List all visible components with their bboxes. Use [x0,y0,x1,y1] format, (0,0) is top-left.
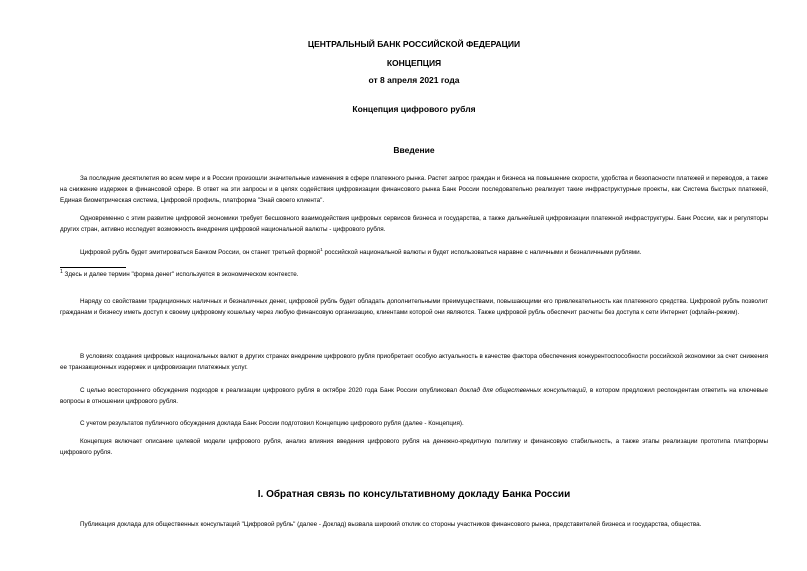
intro-paragraph-3-text-b: российской национальной валюты и будет использоваться наравне с наличными и безналичными рублями. [322,249,642,256]
footnote-mark: 1 [60,268,63,275]
section-1-heading: I. Обратная связь по консультативному докладу Банка России [257,489,571,500]
document-title: Концепция цифрового рубля [352,104,476,114]
consultation-report-link[interactable]: доклад для общественных консультаций [459,387,586,394]
intro-heading: Введение [393,145,435,155]
intro-paragraph-5: В условиях создания цифровых национальных валют в других странах внедрение цифрового рубля приобретает особую актуальность в качестве фактора обеспечения конкурентоспособности российской экономики за счет снижения ее транзакционных издержек и цифровизации платежных услуг. [60,353,768,371]
issuer-title: ЦЕНТРАЛЬНЫЙ БАНК РОССИЙСКОЙ ФЕДЕРАЦИИ [307,39,521,49]
intro-paragraph-6-text-b: , в котором предложил респондентам ответить на ключевые вопросы в отношении цифрового рубля. [60,387,768,405]
intro-paragraph-8: Концепция включает описание целевой модели цифрового рубля, анализ влияния введения цифрового рубля на денежно-кредитную политику и финансовую стабильность, а также этапы реализации прототипа платформы цифрового рубля. [60,438,768,456]
intro-paragraph-4: Наряду со свойствами традиционных наличных и безналичных денег, цифровой рубль будет обладать дополнительными преимуществами, повышающими его привлекательность как платежного средства. Цифровой рубль позволит гражданам и бизнесу иметь доступ к своему цифровому кошельку через любую финансовую организацию, клиентами которой они являются. Также цифровой рубль обеспечит расчеты без доступа к сети Интернет (офлайн-режим). [60,298,768,316]
document-type: КОНЦЕПЦИЯ [386,58,442,68]
section-1-paragraph-1: Публикация доклада для общественных консультаций "Цифровой рубль" (далее - Доклад) вызвала широкий отклик со стороны участников финансового рынка, представителей бизнеса и государства, общества. [80,521,702,528]
intro-paragraph-2: Одновременно с этим развитие цифровой экономики требует бесшовного взаимодействия цифровых сервисов бизнеса и государства, а также дальнейшей цифровизации платежной инфраструктуры. Банк России, как и регуляторы других стран, активно исследует возможность внедрения цифровой национальной валюты - цифрового рубля. [60,215,768,233]
footnote-reference[interactable]: 1 [320,246,323,252]
intro-paragraph-1: За последние десятилетия во всем мире и в России произошли значительные изменения в сфере платежного рынка. Растет запрос граждан и бизнеса на повышение скорости, удобства и безопасности платежей и переводов, а также на снижение издержек в финансовой сфере. В ответ на эти запросы и в целях содействия цифровизации финансового рынка Банк России последовательно реализует такие инфраструктурные проекты, как Система быстрых платежей, Единая биометрическая система, Цифровой профиль, платформа "Знай своего клиента". [60,175,768,204]
intro-paragraph-6-text-a: С целью всестороннего обсуждения подходов к реализации цифрового рубля в октябре 2020 года Банк России опубликовал [80,387,460,394]
document-page [60,0,768,571]
intro-paragraph-3-text-a: Цифровой рубль будет эмитироваться Банком России, он станет третьей формой [80,249,321,256]
footnote-divider [60,267,126,268]
document-date: от 8 апреля 2021 года [368,75,460,85]
intro-paragraph-3 [60,247,768,258]
footnote-text: Здесь и далее термин "форма денег" используется в экономическом контексте. [62,271,299,278]
footnote [60,270,299,280]
intro-paragraph-6 [60,385,768,407]
intro-paragraph-7: С учетом результатов публичного обсуждения доклада Банк России подготовил Концепцию цифрового рубля (далее - Концепция). [80,420,464,427]
